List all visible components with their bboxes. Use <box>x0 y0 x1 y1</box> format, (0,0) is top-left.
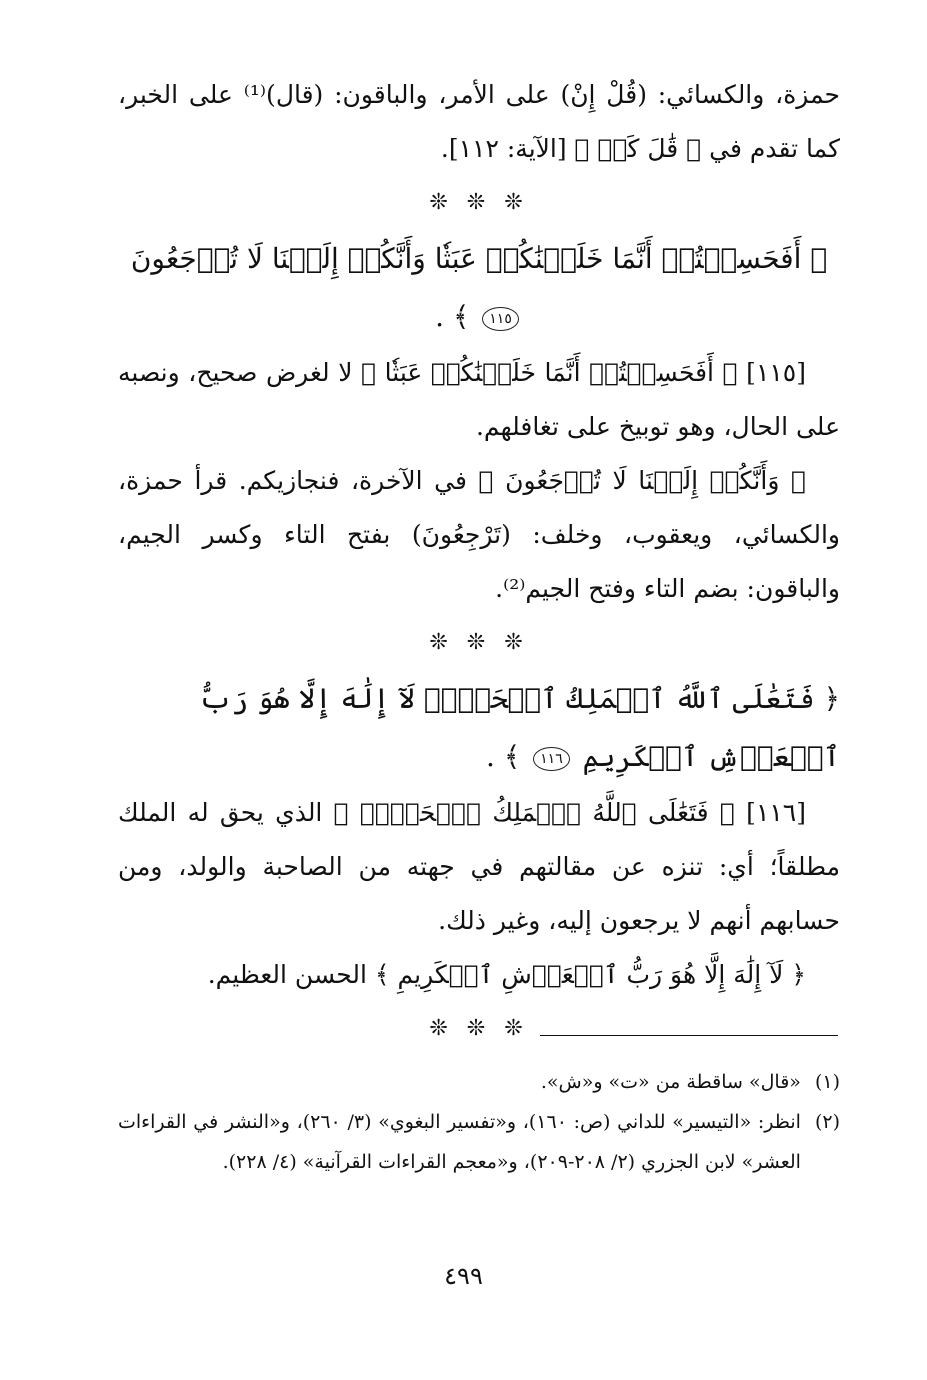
verse-116 <box>118 670 840 786</box>
tafsir-116-a: [١١٦] ﴿ فَتَعَٰلَى ٱللَّهُ ٱلۡمَلِكُ ٱلۡحَقُّۖ ﴾ الذي يحق له الملك مطلقاً؛ أي: تنزه عن مقالتهم في جهته من الصاحبة والولد، ومن حسابهم أنهم لا يرجعون إليه، وغير ذلك. <box>118 798 841 935</box>
tafsir-115-b: ﴿ وَأَنَّكُمۡ إِلَيۡنَا لَا تُرۡجَعُونَ ﴾ في الآخرة، فنجازيكم. قرأ حمزة، والكسائي، ويعقوب، وخلف: (تَرْجِعُونَ) بفتح التاء وكسر الجيم، والباقون: بضم التاء وفتح الجيم⁽²⁾. <box>118 466 840 603</box>
footnote-text: «قال» ساقطة من «ت» و«ش». <box>540 1071 801 1093</box>
footnote-number: (٢) <box>814 1111 840 1133</box>
footnote-text: انظر: «التيسير» للداني (ص: ١٦٠)، و«تفسير البغوي» (٣/ ٢٦٠)، و«النشر في القراءات العشر» لابن الجزري (٢/ ٢٠٨-٢٠٩)، و«معجم القراءات القرآنية» (٤/ ٢٢٨). <box>118 1111 801 1173</box>
paragraph-qiraat-112: حمزة، والكسائي: (قُلْ إِنْ) على الأمر، والباقون: (قال)⁽¹⁾ على الخبر، كما تقدم في ﴿ قَٰلَ كَمۡ ﴾ [الآية: ١١٢]. <box>118 80 840 163</box>
page-number: ٤٩٩ <box>444 1262 483 1290</box>
footnote-1 <box>118 1062 840 1102</box>
verse-number-116: ١١٦ <box>533 747 570 771</box>
page-body <box>118 68 840 1056</box>
section-separator: ❊ ❊ ❊ <box>429 630 529 655</box>
verse-115-text: ﴿ أَفَحَسِبۡتُمۡ أَنَّمَا خَلَقۡنَٰكُمۡ عَبَثٗا وَأَنَّكُمۡ إِلَيۡنَا لَا تُرۡجَعُونَ <box>130 242 828 275</box>
footnote-number: (١) <box>814 1071 840 1093</box>
verse-116-close: ﴾ . <box>486 740 521 773</box>
footnotes <box>118 1062 840 1182</box>
verse-116-text: ﴿ فَتَعَٰلَى ٱللَّهُ ٱلۡمَلِكُ ٱلۡحَقُّۖ لَآ إِلَٰهَ إِلَّا هُوَ رَبُّ ٱلۡعَرۡشِ ٱلۡكَرِيمِ <box>198 682 840 773</box>
verse-115 <box>118 230 840 346</box>
tafsir-116-b: ﴿ لَآ إِلَٰهَ إِلَّا هُوَ رَبُّ ٱلۡعَرۡشِ ٱلۡكَرِيمِ ﴾ الحسن العظيم. <box>207 960 806 989</box>
section-separator: ❊ ❊ ❊ <box>429 1016 529 1041</box>
footnote-divider <box>540 1035 838 1036</box>
section-separator: ❊ ❊ ❊ <box>429 190 529 215</box>
verse-number-115: ١١٥ <box>482 307 519 331</box>
verse-115-close: ﴾ . <box>435 300 470 333</box>
footnote-2 <box>118 1102 840 1182</box>
tafsir-115-a: [١١٥] ﴿ أَفَحَسِبۡتُمۡ أَنَّمَا خَلَقۡنَٰكُمۡ عَبَثٗا ﴾ لا لغرض صحيح، ونصبه على الحال، وهو توبيخ على تغافلهم. <box>118 358 840 441</box>
